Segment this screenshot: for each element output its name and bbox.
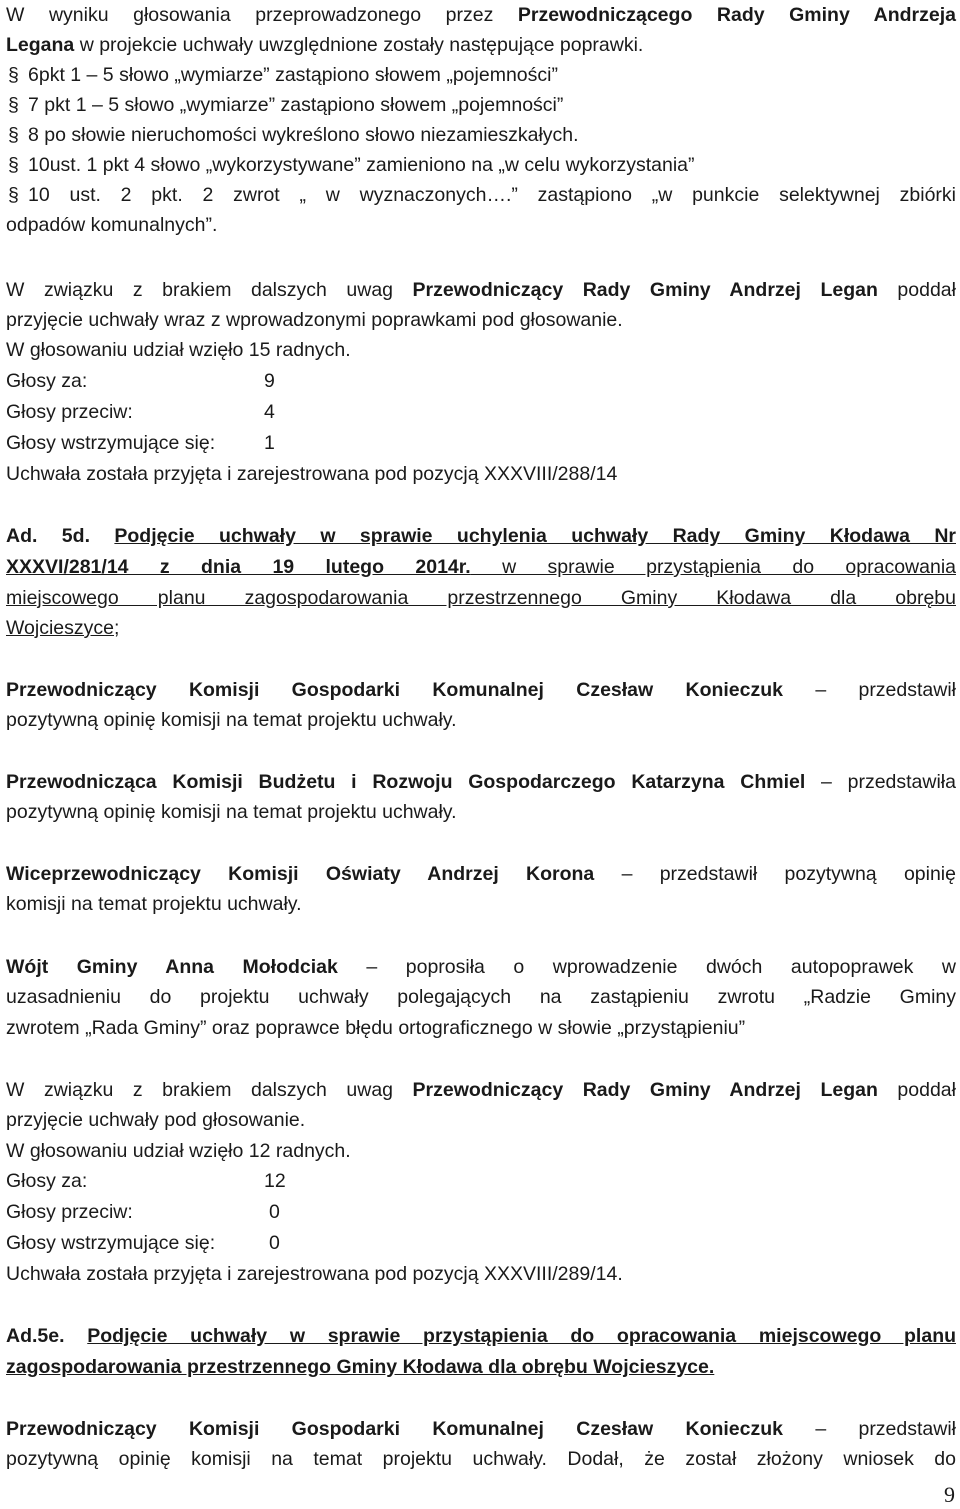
agenda-title: miejscowego planu zagospodarowania przestrzennego Gminy Kłodawa dla obrębu <box>6 587 956 609</box>
agenda-number: Ad. 5d. <box>6 525 115 547</box>
amendment-text: 7 pkt 1 – 5 słowo „wymiarze” zastąpiono słowem „pojemności” <box>28 94 564 116</box>
text-run: odpadów komunalnych”. <box>6 214 218 236</box>
resolution-result <box>6 459 617 489</box>
text-run: W związku z brakiem dalszych uwag <box>6 279 413 301</box>
amendment-item-continuation <box>6 210 217 240</box>
agenda-title: Podjęcie uchwały w sprawie przystąpienia do opracowania miejscowego planu <box>87 1325 957 1347</box>
text-run: Uchwała została przyjęta i zarejestrowana pod pozycją XXXVIII/288/14 <box>6 463 618 485</box>
resolution-result <box>6 1259 623 1289</box>
text-run: – przedstawił <box>783 679 957 701</box>
text-run: poddał <box>877 1079 956 1101</box>
participants-count <box>6 335 351 365</box>
mayor-statement-line-2 <box>6 982 956 1012</box>
amendments-intro-line-1 <box>6 0 956 30</box>
text-run: uzasadnieniu do projektu uchwały polegających na zastąpieniu zwrotu „Radzie Gminy <box>6 986 956 1008</box>
vote-intro-line-1 <box>6 1075 956 1105</box>
agenda-title: w sprawie przystąpienia do opracowania <box>502 556 957 578</box>
mayor-statement-line-1 <box>6 952 956 982</box>
amendments-intro-line-2 <box>6 30 643 60</box>
section-sign-icon: § <box>8 124 19 146</box>
vote-label: Głosy przeciw: <box>6 401 133 423</box>
opinion-education-committee-line-1 <box>6 859 956 889</box>
votes-abstain <box>6 428 275 458</box>
vote-label: Głosy wstrzymujące się: <box>6 1232 216 1254</box>
amendment-text: 6pkt 1 – 5 słowo „wymiarze” zastąpiono słowem „pojemności” <box>28 64 558 86</box>
vote-value: 0 <box>269 1232 280 1254</box>
speaker-name-bold: Przewodniczący Komisji Gospodarki Komunalnej Czesław Konieczuk <box>6 1418 784 1440</box>
agenda-item-5e-line-2 <box>6 1352 714 1382</box>
section-sign-icon: § <box>8 154 19 176</box>
speaker-name-bold: Przewodniczący Komisji Gospodarki Komunalnej Czesław Konieczuk <box>6 679 784 701</box>
page-number: 9 <box>944 1482 955 1507</box>
speaker-name-bold: Przewodnicząca Komisji Budżetu i Rozwoju Gospodarczego Katarzyna Chmiel <box>6 771 806 793</box>
opinion-budget-committee-line-1 <box>6 767 956 797</box>
text-run: W głosowaniu udział wzięło 12 radnych. <box>6 1140 351 1162</box>
amendment-item <box>8 180 956 210</box>
text-run: pozytywną opinię komisji na temat projektu uchwały. Dodał, że został złożony wniosek do <box>6 1448 956 1470</box>
chairman-name-bold: Przewodniczący Rady Gminy Andrzej Legan <box>412 1079 878 1101</box>
opinion-economy-committee-line-1 <box>6 1414 956 1444</box>
text-run: komisji na temat projektu uchwały. <box>6 893 302 915</box>
participants-count <box>6 1136 351 1166</box>
opinion-education-committee-line-2 <box>6 889 302 919</box>
agenda-title: XXXVI/281/14 z dnia 19 lutego 2014r. <box>6 556 471 578</box>
text-run: przyjęcie uchwały wraz z wprowadzonymi poprawkami pod głosowanie. <box>6 309 623 331</box>
vote-intro-line-1 <box>6 275 956 305</box>
text-run <box>471 556 502 578</box>
vote-value: 1 <box>264 432 275 454</box>
amendment-item <box>8 120 579 150</box>
amendment-item <box>8 60 558 90</box>
amendment-text: 8 po słowie nieruchomości wykreślono słowo niezamieszkałych. <box>28 124 579 146</box>
opinion-economy-committee-line-2 <box>6 1444 956 1474</box>
text-run: W wyniku głosowania przeprowadzonego przez <box>6 4 518 26</box>
section-sign-icon: § <box>8 184 19 206</box>
section-sign-icon: § <box>8 94 19 116</box>
agenda-item-5d-line-2 <box>6 552 956 582</box>
speaker-name-bold: Wójt Gminy Anna Mołodciak <box>6 956 338 978</box>
amendment-text: 10ust. 1 pkt 4 słowo „wykorzystywane” zamieniono na „w celu wykorzystania” <box>28 154 695 176</box>
opinion-economy-committee-line-2 <box>6 705 457 735</box>
votes-against <box>6 1197 280 1227</box>
opinion-economy-committee-line-1 <box>6 675 956 705</box>
text-run: pozytywną opinię komisji na temat projektu uchwały. <box>6 709 457 731</box>
votes-for <box>6 366 275 396</box>
chairman-name-bold: Przewodniczący Rady Gminy Andrzej Legan <box>412 279 878 301</box>
agenda-title: Podjęcie uchwały w sprawie uchylenia uchwały Rady Gminy Kłodawa Nr <box>114 525 956 547</box>
chairman-name-bold: Przewodniczącego Rady Gminy Andrzeja <box>517 4 956 26</box>
text-run: zwrotem „Rada Gminy” oraz poprawce błędu ortograficznego w słowie „przystąpieniu” <box>6 1017 746 1039</box>
vote-value: 9 <box>264 370 275 392</box>
vote-value: 12 <box>264 1170 286 1192</box>
votes-against <box>6 397 275 427</box>
agenda-item-5d-line-4 <box>6 613 119 643</box>
agenda-number: Ad.5e. <box>6 1325 88 1347</box>
vote-label: Głosy za: <box>6 1170 88 1192</box>
text-run: – poprosiła o wprowadzenie dwóch autopoprawek w <box>337 956 956 978</box>
text-run: Uchwała została przyjęta i zarejestrowana pod pozycją XXXVIII/289/14. <box>6 1263 623 1285</box>
agenda-item-5d-line-3 <box>6 583 956 613</box>
text-run: – przedstawił <box>783 1418 957 1440</box>
vote-label: Głosy za: <box>6 370 88 392</box>
agenda-item-5e-heading <box>6 1321 956 1351</box>
agenda-title: zagospodarowania przestrzennego Gminy Kłodawa dla obrębu Wojcieszyce. <box>6 1356 715 1378</box>
mayor-statement-line-3 <box>6 1013 745 1043</box>
votes-abstain <box>6 1228 280 1258</box>
vote-value: 4 <box>264 401 275 423</box>
amendment-item <box>8 150 695 180</box>
text-run: poddał <box>877 279 956 301</box>
text-run: W związku z brakiem dalszych uwag <box>6 1079 413 1101</box>
text-run: w projekcie uchwały uwzględnione zostały następujące poprawki. <box>74 34 644 56</box>
votes-for <box>6 1166 286 1196</box>
text-run: W głosowaniu udział wzięło 15 radnych. <box>6 339 351 361</box>
text-run: – przedstawiła <box>805 771 956 793</box>
text-run: pozytywną opinię komisji na temat projektu uchwały. <box>6 801 457 823</box>
vote-label: Głosy przeciw: <box>6 1201 133 1223</box>
vote-label: Głosy wstrzymujące się: <box>6 432 216 454</box>
vote-intro-line-2 <box>6 1105 305 1135</box>
chairman-surname-bold: Legana <box>6 34 75 56</box>
agenda-item-5d-heading <box>6 521 956 551</box>
speaker-name-bold: Wiceprzewodniczący Komisji Oświaty Andrzej Korona <box>6 863 595 885</box>
section-sign-icon: § <box>8 64 19 86</box>
opinion-budget-committee-line-2 <box>6 797 457 827</box>
amendment-item <box>8 90 563 120</box>
vote-intro-line-2 <box>6 305 623 335</box>
vote-value: 0 <box>269 1201 280 1223</box>
amendment-text: 10 ust. 2 pkt. 2 zwrot „ w wyznaczonych….” zastąpiono „w punkcie selektywnej zbiórki <box>28 184 956 206</box>
text-run: przyjęcie uchwały pod głosowanie. <box>6 1109 306 1131</box>
text-run: – przedstawił pozytywną opinię <box>594 863 956 885</box>
agenda-title: Wojcieszyce; <box>6 617 120 639</box>
